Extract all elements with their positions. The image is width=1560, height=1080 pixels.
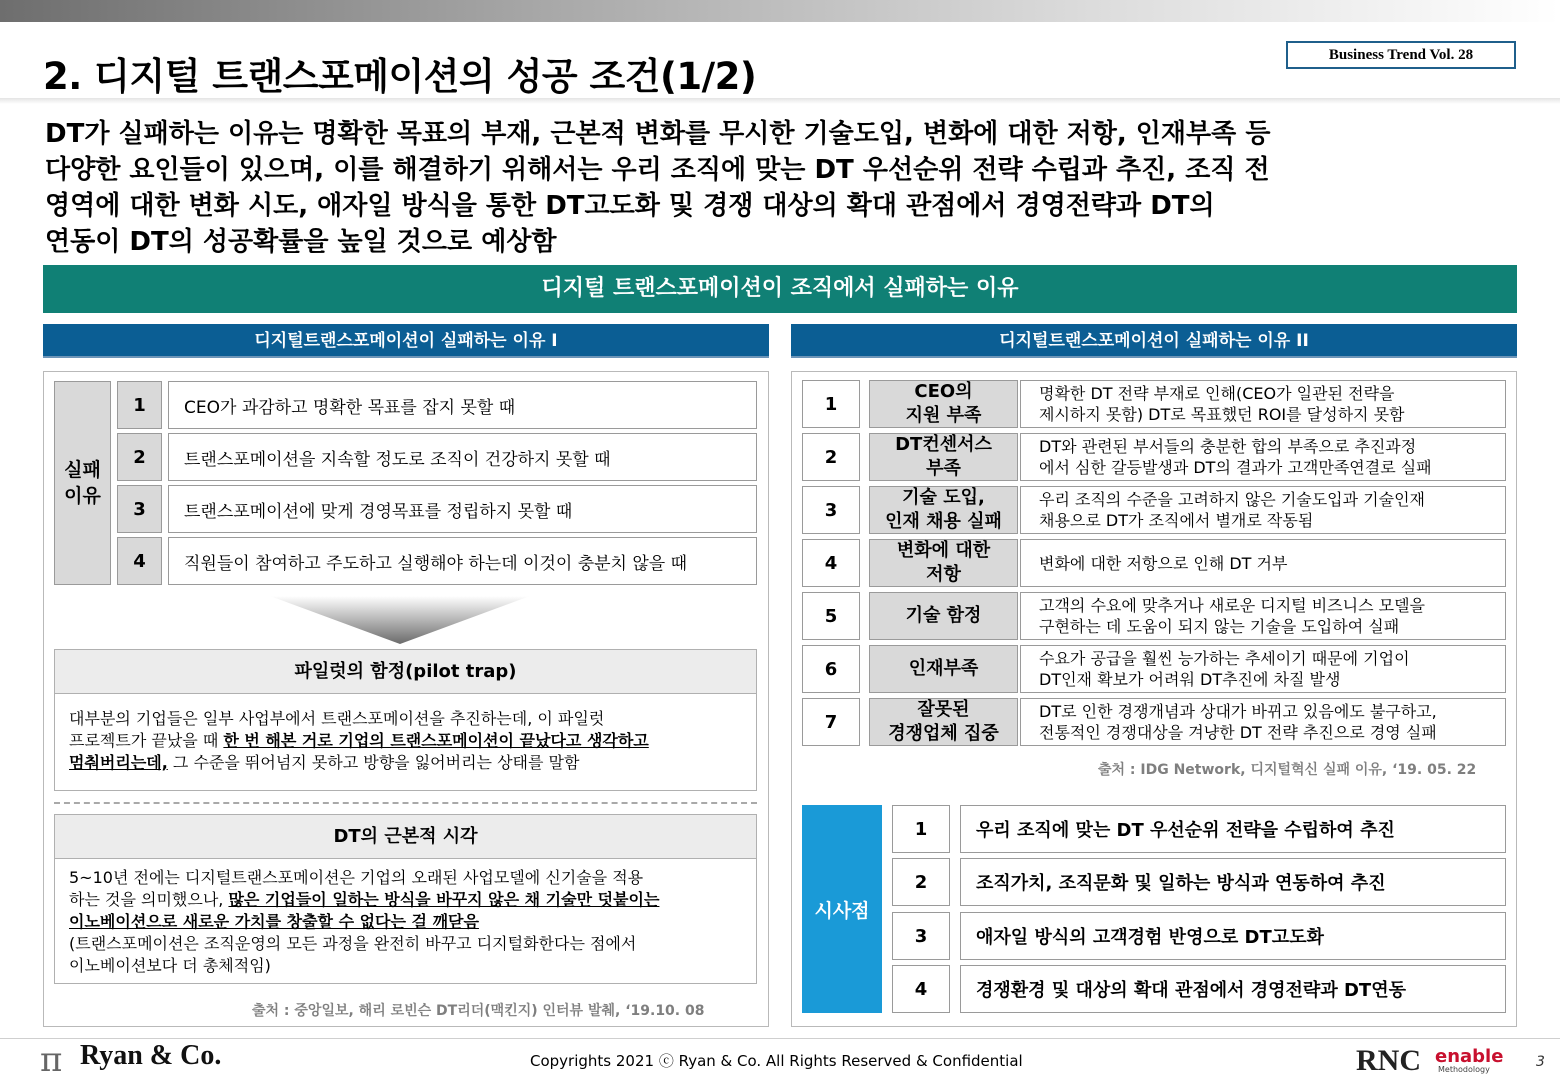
reason-description: DT와 관련된 부서들의 충분한 합의 부족으로 추진과정 에서 심한 갈등발생과 DT의 결과가 고객만족연결로 실패: [1020, 433, 1506, 481]
left-source: 출처 : 중앙일보, 해리 로빈슨 DT리더(맥킨지) 인터뷰 발췌, ‘19.10. 08: [252, 1003, 705, 1019]
enable-logo: enable: [1435, 1046, 1504, 1067]
summary-line: 다양한 요인들이 있으며, 이를 해결하기 위해서는 우리 조직에 맞는 DT 우선순위 전략 수립과 추진, 조직 전: [45, 155, 1270, 185]
reason-text: CEO가 과감하고 명확한 목표를 잡지 못할 때: [168, 381, 757, 429]
summary-text: [45, 116, 1525, 260]
reason-description: 고객의 수요에 맞추거나 새로운 디지털 비즈니스 모델을 구현하는 데 도움이 되지 않는 기술을 도입하여 실패: [1020, 592, 1506, 640]
company-logo: Ryan & Co.: [80, 1040, 222, 1071]
reason-number: 5: [802, 592, 860, 640]
reason-description: DT로 인한 경쟁개념과 상대가 바뀌고 있음에도 불구하고, 전통적인 경쟁대상을 겨냥한 DT 전략 추진으로 경영 실패: [1020, 698, 1506, 746]
rnc-logo: RNC: [1356, 1044, 1421, 1077]
reason-number: 6: [802, 645, 860, 693]
summary-line: 영역에 대한 변화 시도, 애자일 방식을 통한 DT고도화 및 경쟁 대상의 확대 관점에서 경영전략과 DT의: [45, 191, 1215, 221]
reason-label: 인재부족: [869, 645, 1018, 693]
pilot-trap-body: 대부분의 기업들은 일부 사업부에서 트랜스포메이션을 추진하는데, 이 파일럿 프로젝트가 끝났을 때 한 번 해본 거로 기업의 트랜스포메이션이 끝났다고 생각하고 멈춰버리는데, 그 수준을 뛰어넘지 못하고 방향을 잃어버리는 상태를 말함: [54, 694, 757, 791]
reason-description: 우리 조직의 수준을 고려하지 않은 기술도입과 기술인재 채용으로 DT가 조직에서 별개로 작동됨: [1020, 486, 1506, 534]
reason-description: 명확한 DT 전략 부재로 인해(CEO가 일관된 전략을 제시하지 못함) DT로 목표했던 ROI를 달성하지 못함: [1020, 380, 1506, 428]
reason-text: 트랜스포메이션에 맞게 경영목표를 정립하지 못할 때: [168, 485, 757, 533]
dashed-divider: [54, 802, 757, 804]
reason-label: 잘못된 경쟁업체 집중: [869, 698, 1018, 746]
reason-number: 1: [117, 381, 162, 429]
dt-root-view-title: DT의 근본적 시각: [54, 814, 757, 859]
reason-description: 수요가 공급을 훨씬 능가하는 추세이기 때문에 기업이 DT인재 확보가 어려워 DT추진에 차질 발생: [1020, 645, 1506, 693]
summary-line: DT가 실패하는 이유는 명확한 목표의 부재, 근본적 변화를 무시한 기술도입, 변화에 대한 저항, 인재부족 등: [45, 119, 1271, 149]
implication-text: 애자일 방식의 고객경험 반영으로 DT고도화: [960, 912, 1506, 960]
issue-badge: Business Trend Vol. 28: [1286, 41, 1516, 69]
reason-label: 기술 함정: [869, 592, 1018, 640]
reason-label: 변화에 대한 저항: [869, 539, 1018, 587]
reason-number: 7: [802, 698, 860, 746]
reason-number: 3: [802, 486, 860, 534]
implication-text: 조직가치, 조직문화 및 일하는 방식과 연동하여 추진: [960, 858, 1506, 906]
implication-text: 경쟁환경 및 대상의 확대 관점에서 경영전략과 DT연동: [960, 965, 1506, 1013]
top-gradient-bar: [0, 0, 1560, 22]
copyright-text: Copyrights 2021 ⓒ Ryan & Co. All Rights Reserved & Confidential: [530, 1052, 1023, 1070]
reason-number: 2: [117, 433, 162, 481]
down-arrow-icon: [270, 596, 530, 646]
page-number: 3: [1536, 1054, 1545, 1070]
pilot-trap-title: 파일럿의 함정(pilot trap): [54, 649, 757, 694]
reason-description: 변화에 대한 저항으로 인해 DT 거부: [1020, 539, 1506, 587]
implication-number: 2: [892, 858, 950, 906]
dt-root-view-body: 5~10년 전에는 디지털트랜스포메이션은 기업의 오래된 사업모델에 신기술을 적용 하는 것을 의미했으나, 많은 기업들이 일하는 방식을 바꾸지 않은 채 기술만 덧붙이는 이노베이션으로 새로운 가치를 창출할 수 없다는 걸 깨닫음 (트랜스포메이션은 조직운영의 모든 과정을 완전히 바꾸고 디지털화한다는 점에서 이노베이션보다 더 총체적임): [54, 859, 757, 984]
reason-text: 트랜스포메이션을 지속할 정도로 조직이 건강하지 못할 때: [168, 433, 757, 481]
methodology-caption: Methodology: [1438, 1065, 1490, 1074]
failure-reason-label: 실패 이유: [54, 381, 111, 585]
title-divider: [0, 98, 1560, 104]
reason-label: 기술 도입, 인재 채용 실패: [869, 486, 1018, 534]
reason-label: CEO의 지원 부족: [869, 380, 1018, 428]
reason-number: 1: [802, 380, 860, 428]
implication-number: 3: [892, 912, 950, 960]
reason-text: 직원들이 참여하고 주도하고 실행해야 하는데 이것이 충분치 않을 때: [168, 537, 757, 585]
reason-label: DT컨센서스 부족: [869, 433, 1018, 481]
reason-number: 3: [117, 485, 162, 533]
summary-line: 연동이 DT의 성공확률을 높일 것으로 예상함: [45, 227, 557, 257]
reason-number: 4: [117, 537, 162, 585]
pi-logo-icon: π: [40, 1040, 63, 1080]
left-column-header: 디지털트랜스포메이션이 실패하는 이유 I: [43, 324, 769, 358]
footer-divider: [0, 1038, 1560, 1039]
reason-number: 4: [802, 539, 860, 587]
page-title: 2. 디지털 트랜스포메이션의 성공 조건(1/2): [43, 55, 757, 98]
right-source: 출처 : IDG Network, 디지털혁신 실패 이유, ‘19. 05. 22: [1098, 762, 1477, 778]
implication-number: 4: [892, 965, 950, 1013]
section-header: 디지털 트랜스포메이션이 조직에서 실패하는 이유: [43, 265, 1517, 313]
implication-number: 1: [892, 805, 950, 853]
right-column-header: 디지털트랜스포메이션이 실패하는 이유 II: [791, 324, 1517, 358]
implications-label: 시사점: [802, 805, 882, 1013]
implication-text: 우리 조직에 맞는 DT 우선순위 전략을 수립하여 추진: [960, 805, 1506, 853]
reason-number: 2: [802, 433, 860, 481]
